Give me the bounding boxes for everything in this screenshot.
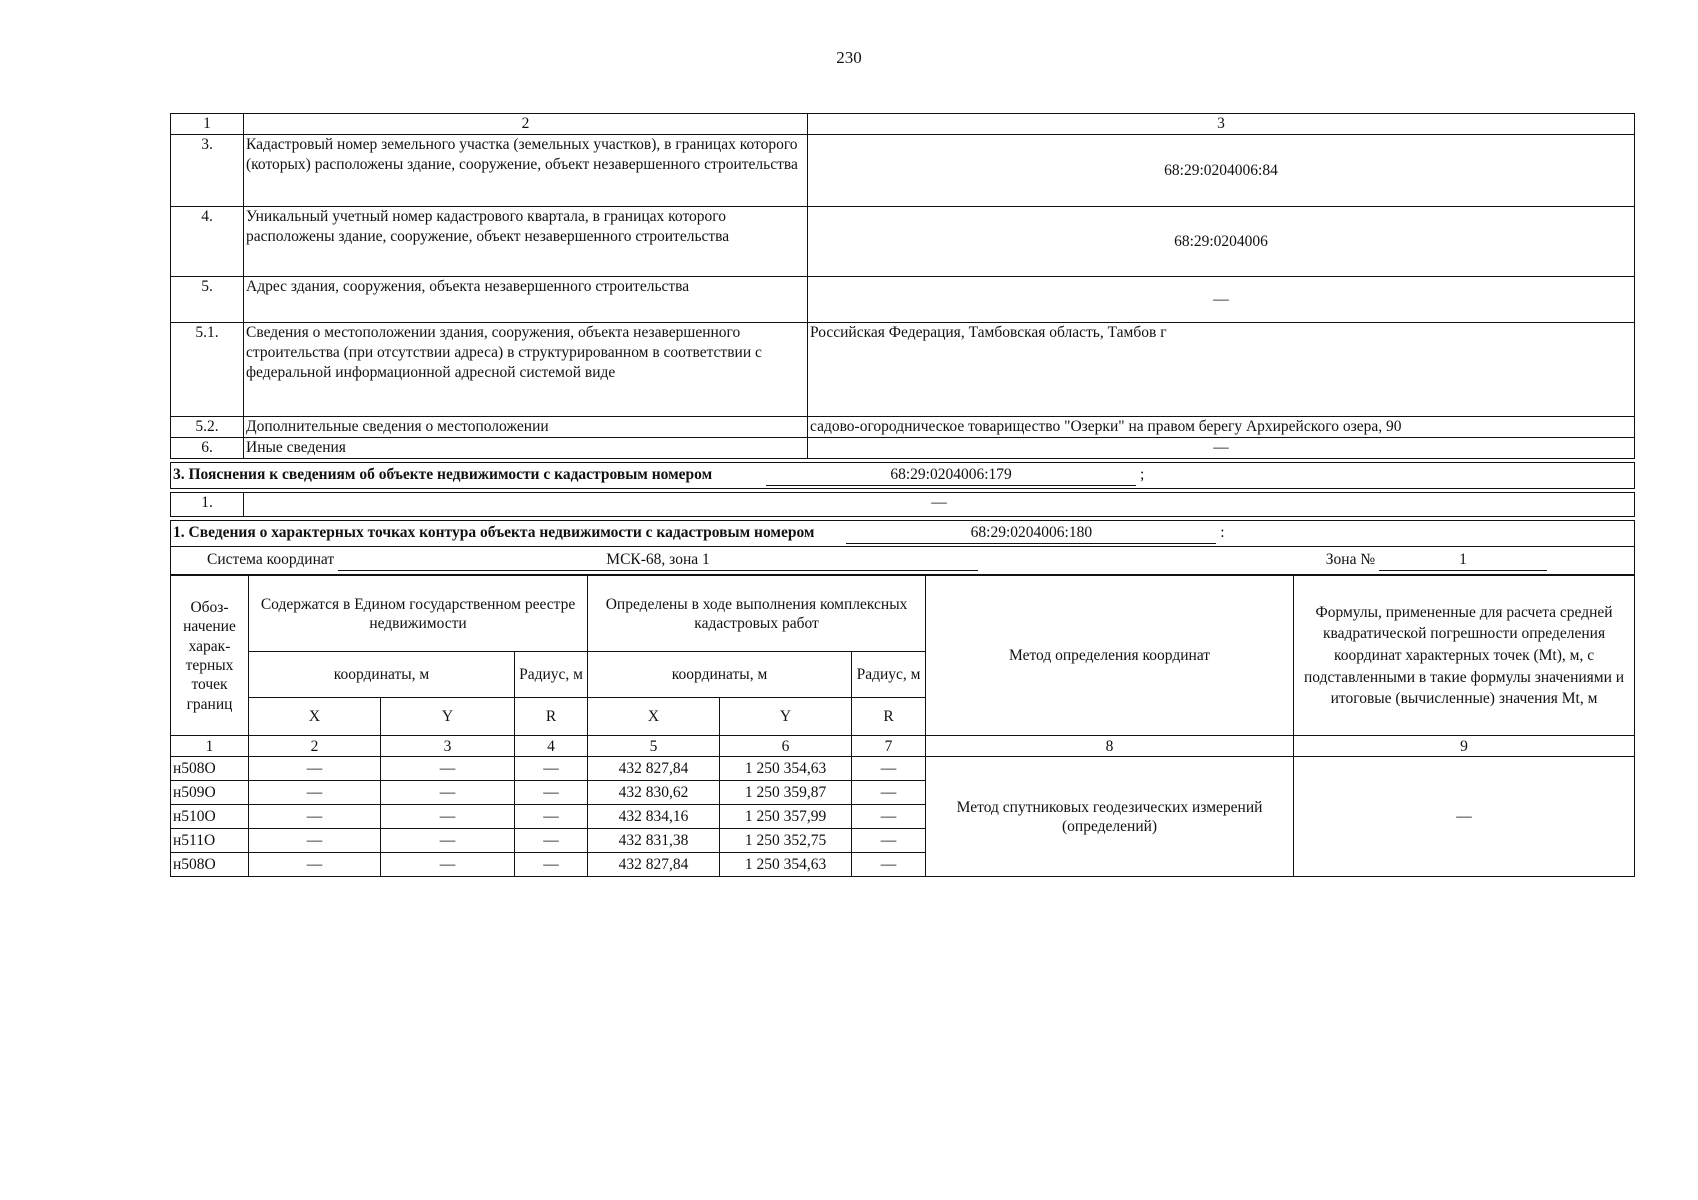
row-label: Иные сведения [244, 438, 808, 459]
section1-cadnum: 68:29:0204006:180 [846, 523, 1216, 544]
table-row [171, 207, 1635, 277]
zone-value: 1 [1379, 550, 1547, 571]
row-value: садово-огородническое товарищество "Озерки" на правом берегу Архирейского озера, 90 [808, 417, 1635, 438]
kkr-x: 432 834,16 [588, 805, 720, 829]
row-value: Российская Федерация, Тамбовская область, Тамбов г [808, 323, 1635, 417]
row-number: 3. [171, 135, 244, 207]
point-id: н511О [171, 829, 249, 853]
egrn-r: — [515, 829, 588, 853]
egrn-x: — [249, 757, 381, 781]
x-header: X [588, 698, 720, 736]
row-value: 68:29:0204006:84 [808, 135, 1635, 207]
radius-header: Радиус, м [852, 652, 926, 698]
column-number: 5 [588, 736, 720, 757]
kkr-r: — [852, 829, 926, 853]
egrn-x: — [249, 829, 381, 853]
point-id: н508О [171, 853, 249, 877]
coords-header: координаты, м [249, 652, 515, 698]
table-row [171, 417, 1635, 438]
row-value: — [808, 438, 1635, 459]
egrn-r: — [515, 853, 588, 877]
kkr-y: 1 250 352,75 [720, 829, 852, 853]
header-cell: 3 [808, 114, 1635, 135]
formula-value: — [1294, 757, 1635, 877]
row-value: — [244, 493, 1635, 517]
kkr-group-header: Определены в ходе выполнения комплексных кадастровых работ [588, 576, 926, 652]
table-row [171, 135, 1635, 207]
r-header: R [852, 698, 926, 736]
column-number: 4 [515, 736, 588, 757]
radius-header: Радиус, м [515, 652, 588, 698]
kkr-r: — [852, 781, 926, 805]
coord-system-value: МСК-68, зона 1 [338, 550, 978, 571]
y-header: Y [381, 698, 515, 736]
kkr-x: 432 827,84 [588, 757, 720, 781]
column-number: 9 [1294, 736, 1635, 757]
column-number: 1 [171, 736, 249, 757]
row-number: 5.2. [171, 417, 244, 438]
kkr-x: 432 831,38 [588, 829, 720, 853]
kkr-y: 1 250 357,99 [720, 805, 852, 829]
egrn-r: — [515, 781, 588, 805]
egrn-x: — [249, 781, 381, 805]
egrn-r: — [515, 757, 588, 781]
coord-system [171, 547, 1635, 575]
egrn-y: — [381, 853, 515, 877]
egrn-r: — [515, 805, 588, 829]
object-info-table [170, 113, 1635, 575]
kkr-r: — [852, 853, 926, 877]
egrn-y: — [381, 805, 515, 829]
header-cell: 1 [171, 114, 244, 135]
row-label: Уникальный учетный номер кадастрового квартала, в границах которого расположены здание, сооружение, объект незавершенного строительства [244, 207, 808, 277]
column-number: 7 [852, 736, 926, 757]
kkr-x: 432 827,84 [588, 853, 720, 877]
table-row [171, 757, 1635, 781]
method-value: Метод спутниковых геодезических измерений (определений) [926, 757, 1294, 877]
egrn-y: — [381, 757, 515, 781]
section1-title-row [171, 521, 1635, 547]
kkr-r: — [852, 757, 926, 781]
egrn-y: — [381, 829, 515, 853]
section3-cadnum: 68:29:0204006:179 [766, 465, 1136, 486]
designation-header: Обоз-начение харак-терных точек границ [171, 576, 249, 736]
column-number: 6 [720, 736, 852, 757]
column-number: 3 [381, 736, 515, 757]
egrn-y: — [381, 781, 515, 805]
zone-label: Зона № [1325, 551, 1376, 569]
formula-header: Формулы, примененные для расчета средней квадратической погрешности определения координат характерных точек (Mt), м, с подставленными в такие формулы значениями и итоговые (вычисленные) значения Mt, м [1294, 576, 1635, 736]
row-value: 68:29:0204006 [808, 207, 1635, 277]
kkr-x: 432 830,62 [588, 781, 720, 805]
point-id: н510О [171, 805, 249, 829]
row-label: Кадастровый номер земельного участка (земельных участков), в границах которого (которых) расположены здание, сооружение, объект незавершенного строительства [244, 135, 808, 207]
coord-system-label: Система координат [207, 551, 335, 569]
section1-title-text: 1. Сведения о характерных точках контура объекта недвижимости с кадастровым номером [173, 524, 815, 542]
row-number: 1. [171, 493, 244, 517]
header-row [171, 114, 1635, 135]
egrn-x: — [249, 805, 381, 829]
row-value: — [808, 277, 1635, 323]
row-number: 6. [171, 438, 244, 459]
section1-semicolon: : [1220, 524, 1225, 542]
row-number: 5.1. [171, 323, 244, 417]
row-label: Адрес здания, сооружения, объекта незавершенного строительства [244, 277, 808, 323]
method-header: Метод определения координат [926, 576, 1294, 736]
section3-title [171, 463, 1635, 489]
point-id: н509О [171, 781, 249, 805]
point-id: н508О [171, 757, 249, 781]
egrn-x: — [249, 853, 381, 877]
coord-system-row [171, 547, 1635, 575]
row-label: Дополнительные сведения о местоположении [244, 417, 808, 438]
document-body [170, 113, 1635, 877]
kkr-r: — [852, 805, 926, 829]
section3-semicolon: ; [1139, 466, 1145, 484]
kkr-y: 1 250 354,63 [720, 757, 852, 781]
section1-title [171, 521, 1635, 547]
x-header: X [249, 698, 381, 736]
kkr-y: 1 250 354,63 [720, 853, 852, 877]
section3-title-row [171, 463, 1635, 489]
points-table [170, 575, 1635, 877]
y-header: Y [720, 698, 852, 736]
page-number: 230 [836, 48, 862, 67]
column-numbers-row [171, 736, 1635, 757]
column-number: 8 [926, 736, 1294, 757]
table-row [171, 323, 1635, 417]
r-header: R [515, 698, 588, 736]
row-label: Сведения о местоположении здания, сооружения, объекта незавершенного строительства (при отсутствии адреса) в структурированном в соответствии с федеральной информационной адресной системой виде [244, 323, 808, 417]
header-cell: 2 [244, 114, 808, 135]
section3-title-text: 3. Пояснения к сведениям об объекте недвижимости с кадастровым номером [173, 466, 713, 484]
table-row [171, 438, 1635, 459]
column-number: 2 [249, 736, 381, 757]
row-number: 4. [171, 207, 244, 277]
kkr-y: 1 250 359,87 [720, 781, 852, 805]
coords-header: координаты, м [588, 652, 852, 698]
egrn-group-header: Содержатся в Едином государственном реестре недвижимости [249, 576, 588, 652]
table-row [171, 277, 1635, 323]
section3-row [171, 493, 1635, 517]
row-number: 5. [171, 277, 244, 323]
